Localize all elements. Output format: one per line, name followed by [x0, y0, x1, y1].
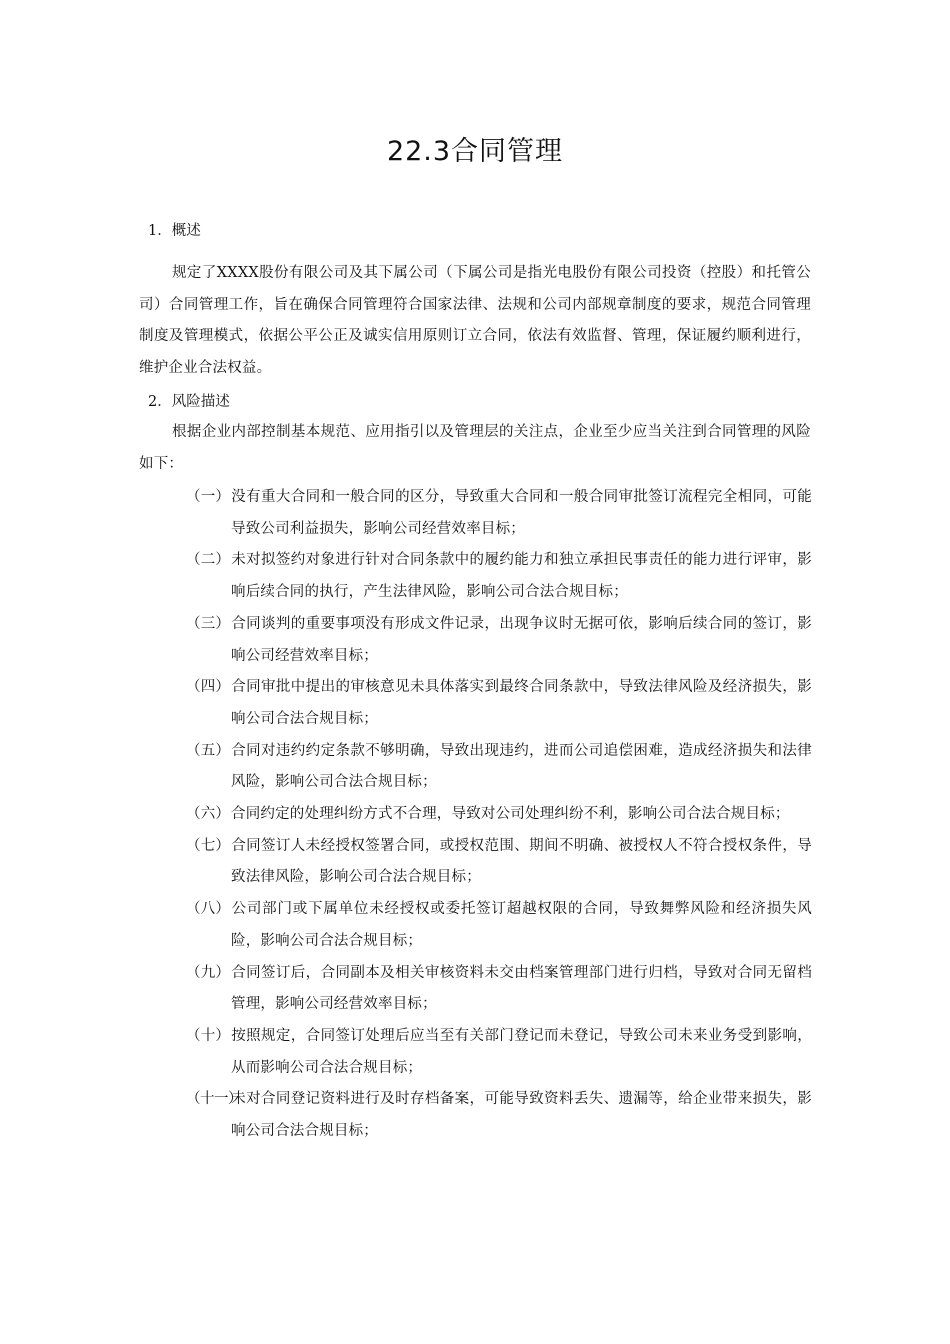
- list-item-number: （三）: [186, 615, 231, 632]
- list-item-text: 按照规定，合同签订处理后应当至有关部门登记而未登记，导致公司未来业务受到影响，从而影响公司合法合规目标；: [231, 1027, 812, 1076]
- list-item: [186, 894, 812, 957]
- list-item-text: 合同签订后，合同副本及相关审核资料未交由档案管理部门进行归档，导致对合同无留档管理，影响公司经营效率目标；: [231, 964, 812, 1013]
- list-item-text: 合同谈判的重要事项没有形成文件记录，出现争议时无据可依，影响后续合同的签订，影响公司经营效率目标；: [231, 615, 812, 664]
- list-item: [186, 831, 812, 894]
- list-item: [186, 545, 812, 608]
- list-item-text: 未对拟签约对象进行针对合同条款中的履约能力和独立承担民事责任的能力进行评审，影响后续合同的执行，产生法律风险，影响公司合法合规目标；: [231, 552, 812, 601]
- list-item-number: （一）: [186, 489, 231, 505]
- list-item-text: 合同约定的处理纠纷方式不合理，导致对公司处理纠纷不利，影响公司合法合规目标；: [231, 806, 790, 823]
- list-item-number: （十）: [186, 1027, 231, 1044]
- list-item: [186, 799, 812, 831]
- list-item-text: 合同签订人未经授权签署合同，或授权范围、期间不明确、被授权人不符合授权条件，导致法律风险，影响公司合法合规目标；: [231, 837, 812, 886]
- overview-paragraph: 规定了XXXX股份有限公司及其下属公司（下属公司是指光电股份有限公司投资（控股）和托管公司）合同管理工作，旨在确保合同管理符合国家法律、法规和公司内部规章制度的要求，规范合同管理制度及管理模式，依据公平公正及诚实信用原则订立合同，依法有效监督、管理，保证履约顺利进行，维护企业合法权益。: [139, 265, 811, 376]
- list-item-text: 未对合同登记资料进行及时存档备案，可能导致资料丢失、遗漏等，给企业带来损失，影响公司合法合规目标；: [231, 1091, 812, 1140]
- list-item-text: 没有重大合同和一般合同的区分，导致重大合同和一般合同审批签订流程完全相同，可能导致公司利益损失，影响公司经营效率目标；: [231, 489, 812, 537]
- list-item-number: （九）: [186, 964, 231, 981]
- list-item-text: 合同审批中提出的审核意见未具体落实到最终合同条款中，导致法律风险及经济损失，影响公司合法合规目标；: [231, 679, 812, 727]
- list-item-text: 合同对违约约定条款不够明确，导致出现违约，进而公司追偿困难，造成经济损失和法律风险，影响公司合法合规目标；: [231, 742, 812, 791]
- list-item: [186, 736, 812, 799]
- list-item: [186, 672, 812, 735]
- document-title: 22.3合同管理: [386, 136, 564, 167]
- risk-list: [186, 482, 812, 1148]
- list-item-number: （八）: [186, 901, 231, 918]
- list-item: [186, 958, 812, 1021]
- list-item-number: （五）: [186, 742, 231, 759]
- list-item-number: （十一）: [186, 1091, 242, 1108]
- risk-intro-paragraph: 根据企业内部控制基本规范、应用指引以及管理层的关注点，企业至少应当关注到合同管理的风险如下：: [139, 424, 811, 472]
- list-item: [186, 1084, 812, 1147]
- list-item: [186, 609, 812, 672]
- list-item: [186, 1021, 812, 1084]
- list-item-number: （七）: [186, 837, 231, 854]
- section-heading-overview: 1．概述: [148, 223, 201, 239]
- list-item-text: 公司部门或下属单位未经授权或委托签订超越权限的合同，导致舞弊风险和经济损失风险，影响公司合法合规目标；: [231, 901, 812, 949]
- list-item-number: （六）: [186, 806, 231, 823]
- list-item: [186, 482, 812, 545]
- list-item-number: （二）: [186, 552, 231, 569]
- list-item-number: （四）: [186, 679, 231, 696]
- section-heading-risk-description: 2．风险描述: [148, 394, 230, 410]
